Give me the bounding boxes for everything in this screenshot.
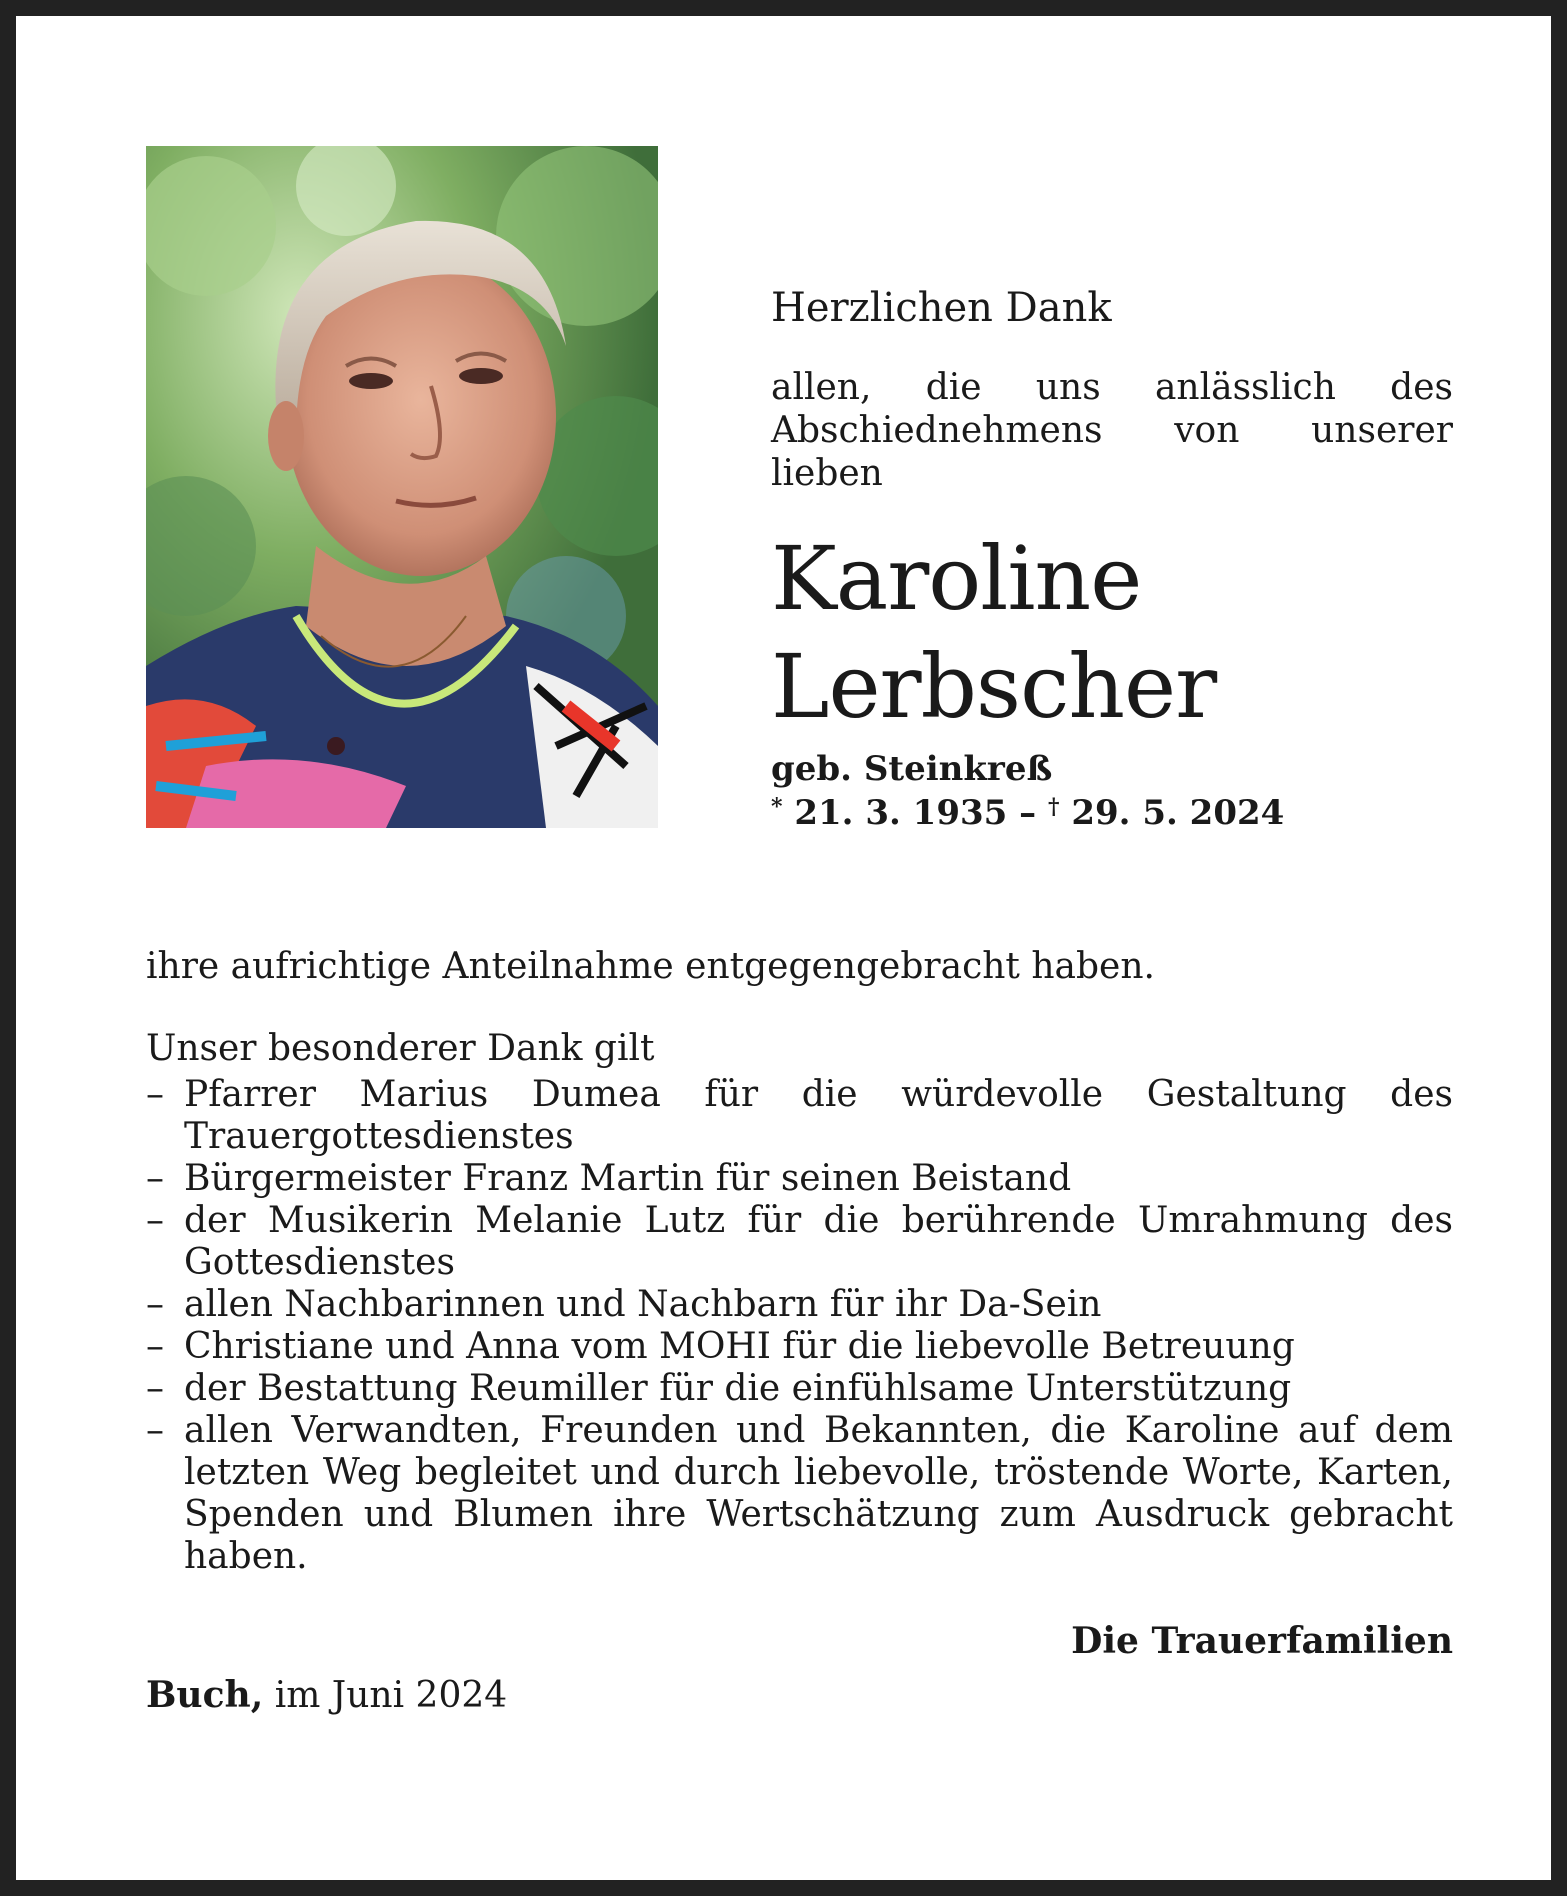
list-item-text: Christiane und Anna vom MOHI für die liebevolle Betreuung: [184, 1326, 1295, 1367]
announcement-header: [771, 284, 1453, 833]
place-date: [146, 1674, 507, 1717]
signature: Die Trauerfamilien: [1071, 1620, 1453, 1662]
list-item-text: der Bestattung Reumiller für die einfühlsame Unterstützung: [184, 1368, 1292, 1409]
list-item: [146, 1074, 1453, 1158]
death-date: 29. 5. 2024: [1071, 793, 1285, 833]
place-name: Buch,: [146, 1674, 264, 1716]
list-item-text: Bürgermeister Franz Martin für seinen Beistand: [184, 1158, 1072, 1199]
intro-text: allen, die uns anlässlich des Abschiednehmens von unserer lieben: [771, 367, 1453, 494]
list-item: [146, 1200, 1453, 1284]
birth-symbol: *: [771, 794, 783, 820]
list-dash: –: [146, 1284, 164, 1325]
list-dash: –: [146, 1326, 164, 1367]
list-item: [146, 1368, 1453, 1410]
list-dash: –: [146, 1200, 164, 1241]
deceased-name: [771, 525, 1453, 741]
list-item: [146, 1326, 1453, 1368]
list-item: [146, 1158, 1453, 1200]
list-dash: –: [146, 1368, 164, 1409]
date-separator: –: [1019, 793, 1037, 833]
list-item-text: allen Verwandten, Freunden und Bekannten, die Karoline auf dem letzten Weg begleitet und durch liebevolle, tröstende Worte, Karten, Spenden und Blumen ihre Wertschätzung zum Ausdruck gebracht haben.: [184, 1410, 1453, 1577]
portrait-illustration: [146, 146, 658, 828]
list-dash: –: [146, 1074, 164, 1115]
list-item: [146, 1410, 1453, 1578]
thanks-body: [146, 946, 1453, 1662]
life-dates: [771, 793, 1453, 833]
list-item-text: allen Nachbarinnen und Nachbarn für ihr Da-Sein: [184, 1284, 1102, 1325]
issue-date: im Juni 2024: [274, 1675, 508, 1716]
list-dash: –: [146, 1410, 164, 1451]
last-name: Lerbscher: [771, 635, 1217, 738]
thanks-heading: Unser besonderer Dank gilt: [146, 1028, 655, 1069]
portrait-photo: [146, 146, 658, 828]
death-symbol: †: [1048, 794, 1060, 820]
list-item: [146, 1284, 1453, 1326]
maiden-name: geb. Steinkreß: [771, 749, 1053, 789]
greeting: Herzlichen Dank: [771, 285, 1112, 331]
birth-date: 21. 3. 1935: [794, 793, 1008, 833]
list-item-text: Pfarrer Marius Dumea für die würdevolle Gestaltung des Trauergottesdienstes: [184, 1074, 1453, 1157]
first-name: Karoline: [771, 527, 1142, 630]
thanks-list: [146, 1074, 1453, 1578]
list-item-text: der Musikerin Melanie Lutz für die berührende Umrahmung des Gottesdienstes: [184, 1200, 1453, 1283]
list-dash: –: [146, 1158, 164, 1199]
lead-text: ihre aufrichtige Anteilnahme entgegengebracht haben.: [146, 946, 1155, 987]
